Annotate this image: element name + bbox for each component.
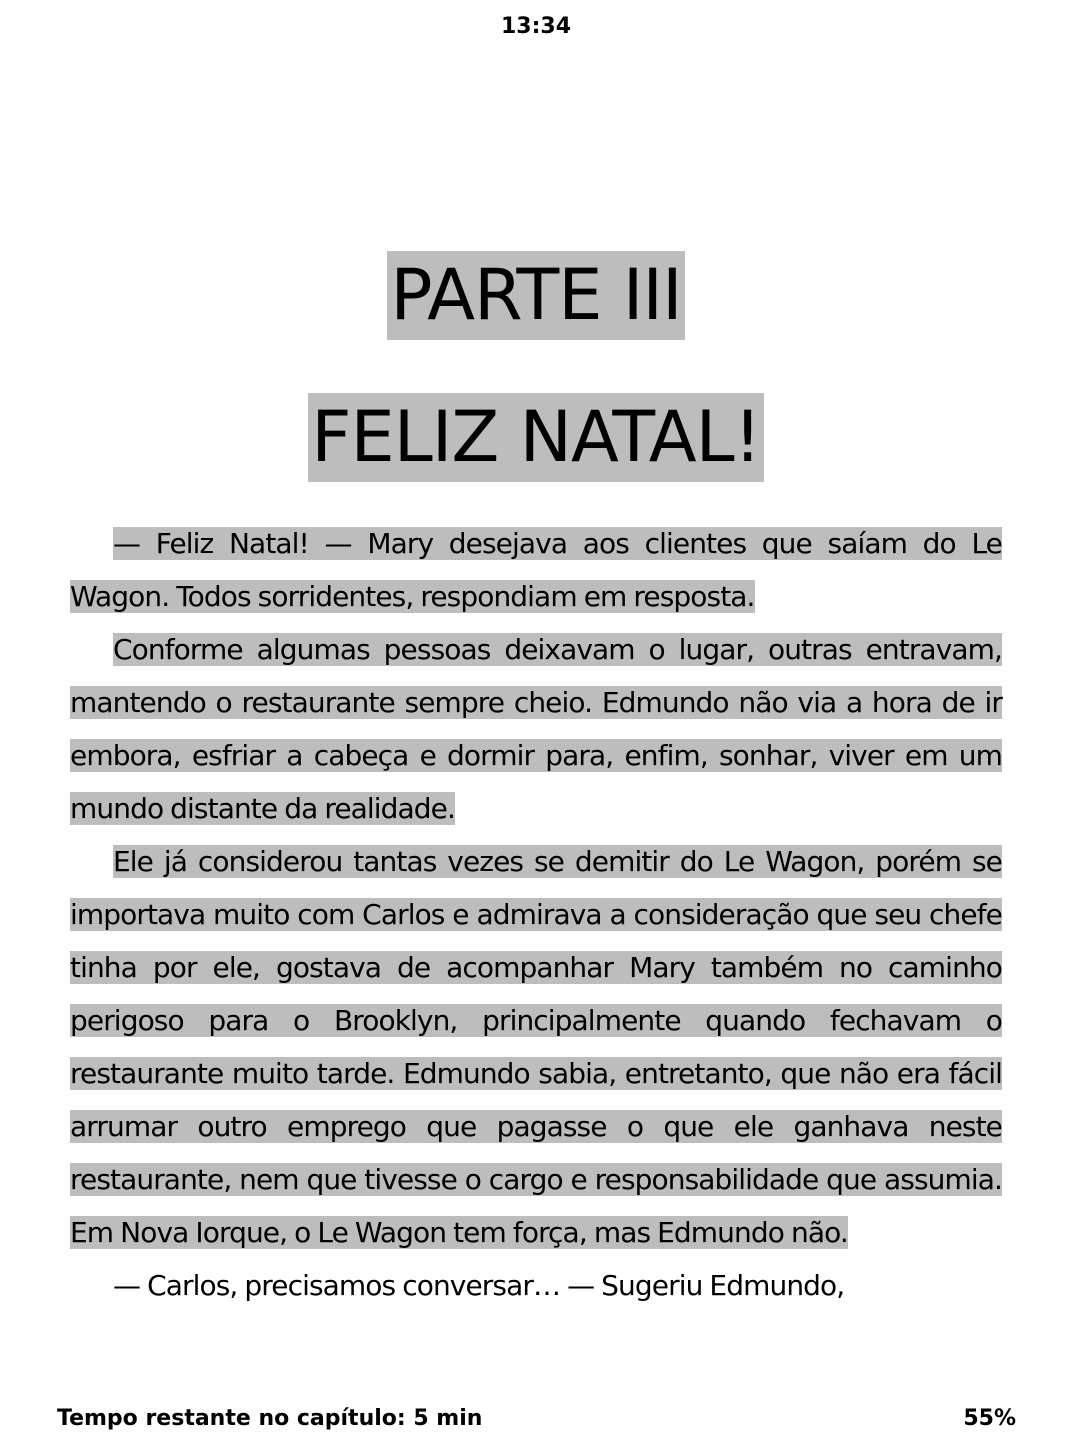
book-page-text[interactable] <box>70 517 1002 1312</box>
highlighted-passage[interactable]: Ele já considerou tantas vezes se demitir do Le Wagon, porém se importava muito com Carlos e admirava a consideração que seu chefe tinha por ele, gostava de acompanhar Mary também no caminho perigoso para o Brooklyn, principalmente quando fechavam o restaurante muito tarde. Edmundo sabia, entretanto, que não era fácil arrumar outro emprego que pagasse o que ele ganhava neste restaurante, nem que tivesse o cargo e responsabilidade que assumia. Em Nova Iorque, o Le Wagon tem força, mas Edmundo não. <box>70 845 1002 1249</box>
part-heading <box>0 251 1072 340</box>
paragraph-text[interactable]: — Carlos, precisamos conversar… — Sugeriu Edmundo, <box>113 1269 845 1302</box>
reading-progress-percent[interactable]: 55% <box>963 1406 1016 1431</box>
paragraph <box>70 517 1002 623</box>
clock: 13:34 <box>500 14 572 39</box>
highlighted-passage[interactable]: — Feliz Natal! — Mary desejava aos clientes que saíam do Le Wagon. Todos sorridentes, respondiam em resposta. <box>70 527 1002 613</box>
paragraph <box>70 835 1002 1259</box>
paragraph <box>70 623 1002 835</box>
part-heading-text[interactable]: PARTE III <box>387 251 684 340</box>
chapter-title <box>0 393 1072 482</box>
paragraph <box>70 1259 1002 1312</box>
highlighted-passage[interactable]: Conforme algumas pessoas deixavam o lugar, outras entravam, mantendo o restaurante sempre cheio. Edmundo não via a hora de ir embora, esfriar a cabeça e dormir para, enfim, sonhar, viver em um mundo distante da realidade. <box>70 633 1002 825</box>
chapter-title-text[interactable]: FELIZ NATAL! <box>308 393 763 482</box>
time-remaining-in-chapter[interactable]: Tempo restante no capítulo: 5 min <box>57 1406 483 1431</box>
